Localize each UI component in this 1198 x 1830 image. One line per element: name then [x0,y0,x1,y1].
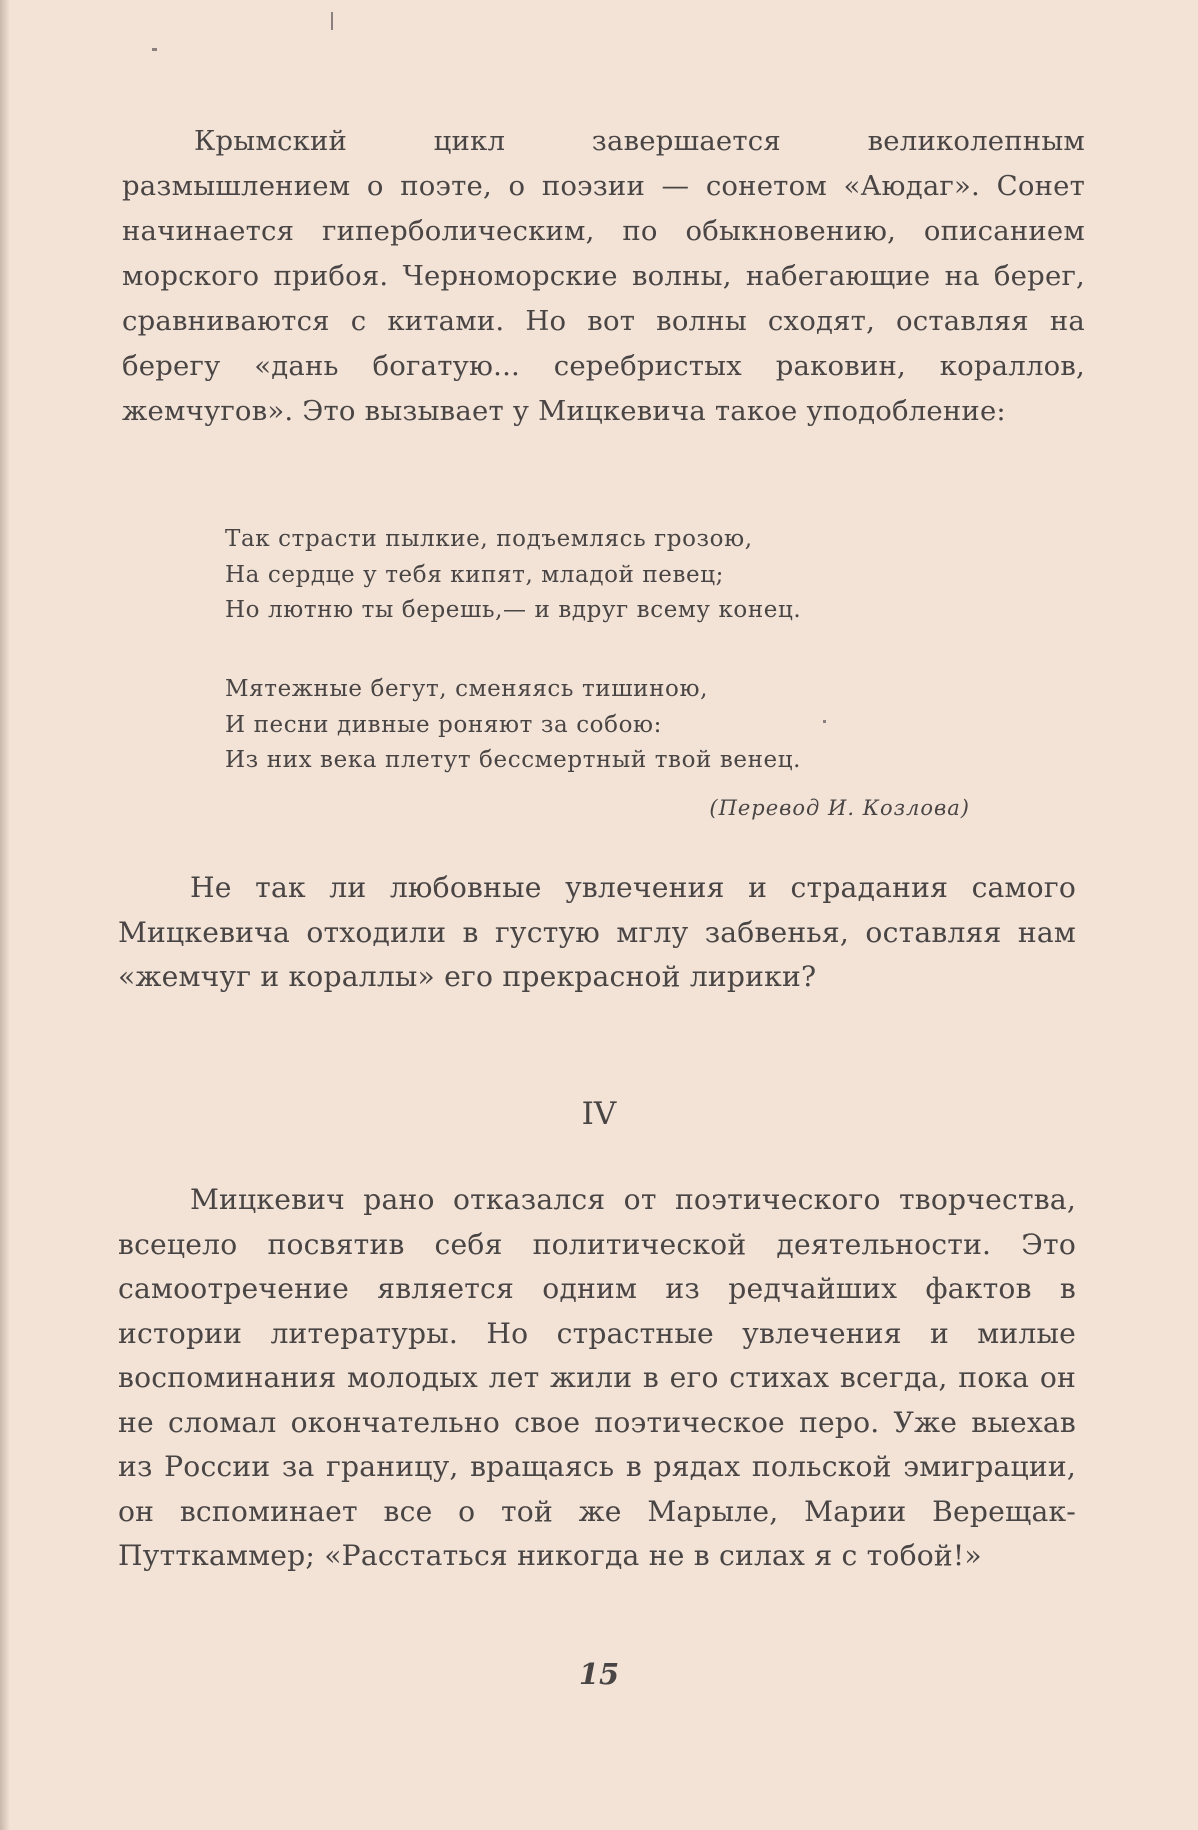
chapter-heading: IV [581,1096,617,1132]
paragraph-rhetorical-question: Не так ли любовные увлечения и страдания самого Мицкевича отходили в густую мглу забвенья, оставляя нам «жемчуг и кораллы» его прекрасной лирики? [118,871,1076,993]
poem-line: Из них века плетут бессмертный твой венец. [225,747,802,773]
page-edge-shadow [0,0,10,1830]
poem-stanza-1 [225,522,1005,629]
paragraph-crimean-cycle: Крымский цикл завершается великолепным размышлением о поэте, о поэзии — сонетом «Аюдаг». Сонет начинается гиперболическим, по обыкновению, описанием морского прибоя. Черноморские волны, набегающие на берег, сравниваются с китами. Но вот волны сходят, оставляя на берегу «дань богатую... серебристых раковин, кораллов, жемчугов». Это вызывает у Мицкевича такое уподобление: [122,125,1085,427]
page-number: 15 [578,1657,620,1691]
poem-line: Так страсти пылкие, подъемлясь грозою, [225,526,753,552]
paragraph-renunciation: Мицкевич рано отказался от поэтического творчества, всецело посвятив себя политической деятельности. Это самоотречение является одним из редчайших фактов в истории литературы. Но страстные увлечения и милые воспоминания молодых лет жили в его стихах всегда, пока он не сломал окончательно свое поэтическое перо. Уже выехав из России за границу, вращаясь в рядах польской эмиграции, он вспоминает все о той же Марыле, Марии Верещак-Путткаммер; «Расстаться никогда не в силах я с тобой!» [118,1183,1076,1572]
poem-line: Мятежные бегут, сменяясь тишиною, [225,676,709,702]
poem-line: И песни дивные роняют за собою: [225,711,662,738]
translation-credit: (Перевод И. Козлова) [709,796,970,820]
print-mark [331,12,333,30]
print-speck [152,48,157,51]
poem-line: На сердце у тебя кипят, младой певец; [225,561,725,588]
poem-stanza-2 [225,672,1005,779]
poem-line: Но лютню ты берешь,— и вдруг всему конец. [225,597,802,623]
